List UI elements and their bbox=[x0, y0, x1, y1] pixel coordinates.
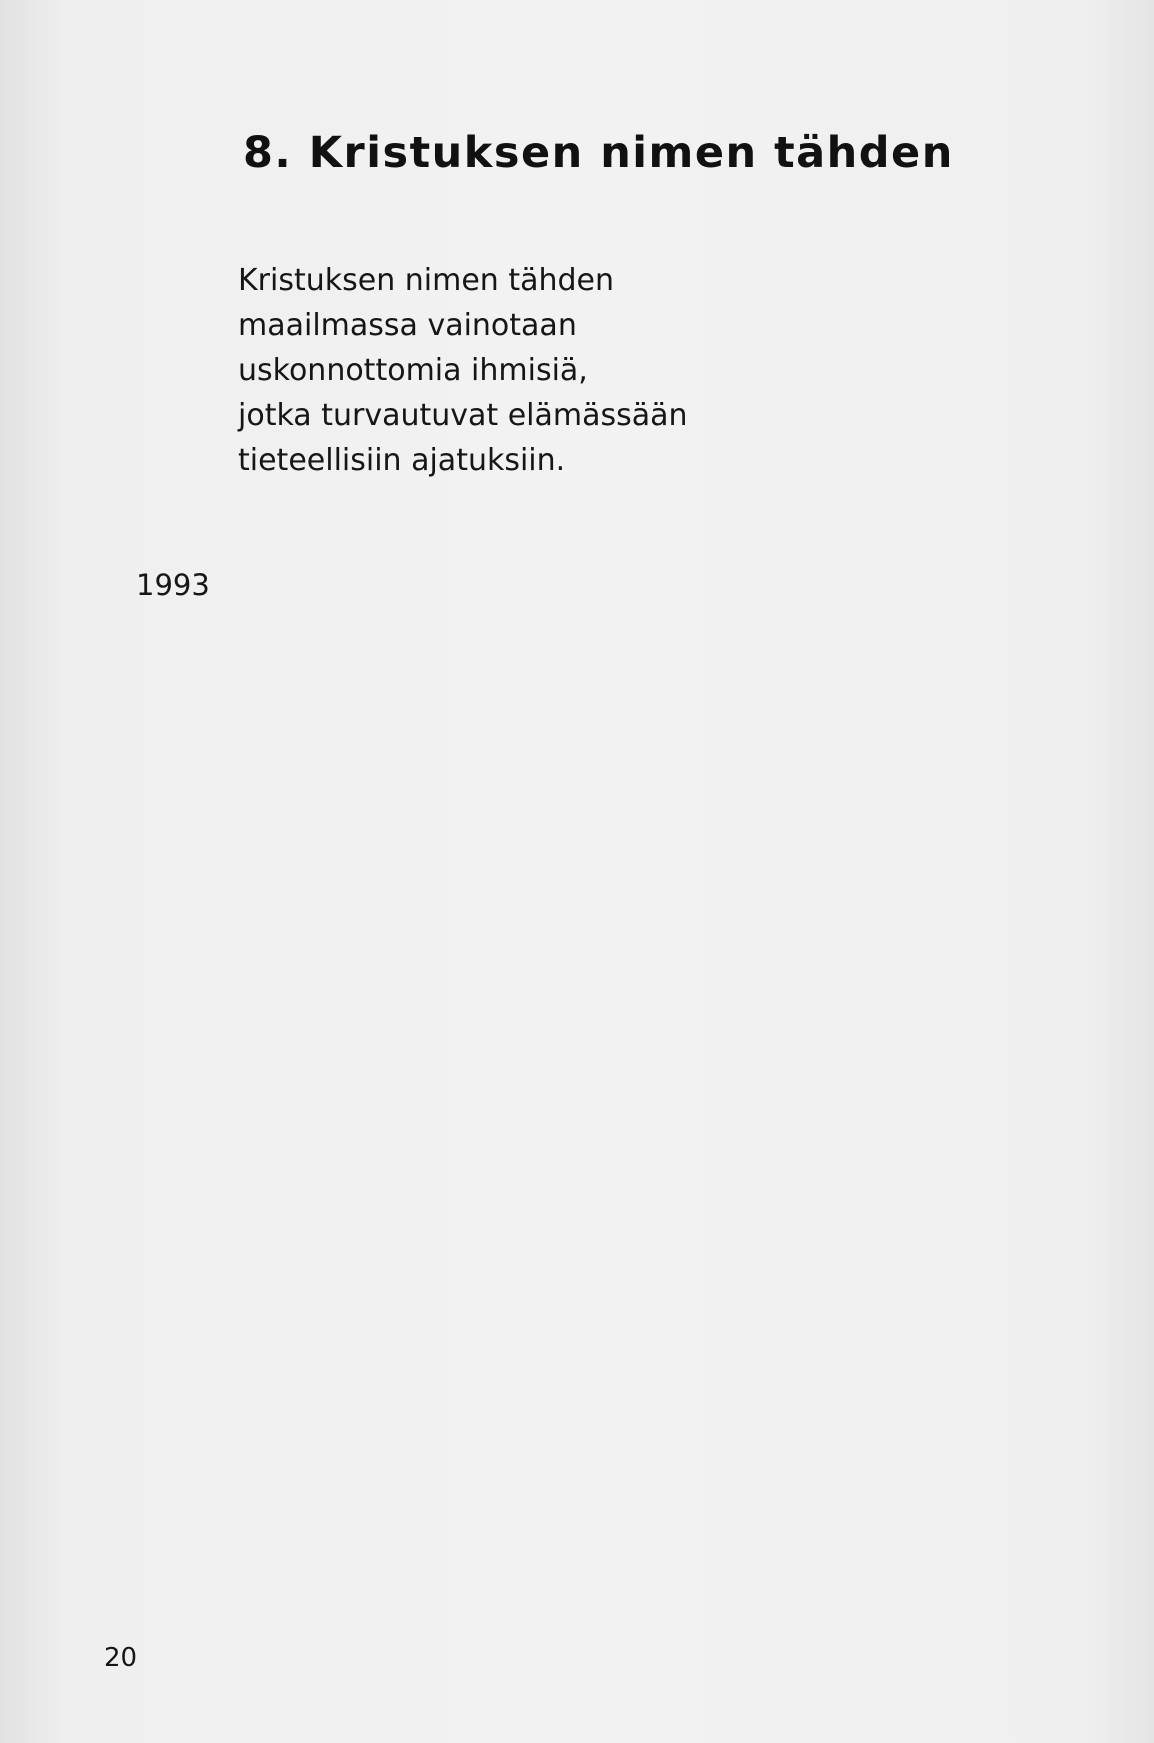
chapter-title: 8. Kristuksen nimen tähden bbox=[243, 128, 954, 178]
poem-line: maailmassa vainotaan bbox=[238, 308, 577, 343]
poem-line: jotka turvautuvat elämässään bbox=[238, 398, 688, 433]
poem-line: Kristuksen nimen tähden bbox=[238, 263, 615, 298]
poem-line: tieteellisiin ajatuksiin. bbox=[238, 443, 566, 478]
poem-line: uskonnottomia ihmisiä, bbox=[238, 353, 588, 388]
page-number: 20 bbox=[104, 1643, 138, 1673]
poem bbox=[238, 258, 688, 483]
poem-year: 1993 bbox=[136, 568, 210, 602]
